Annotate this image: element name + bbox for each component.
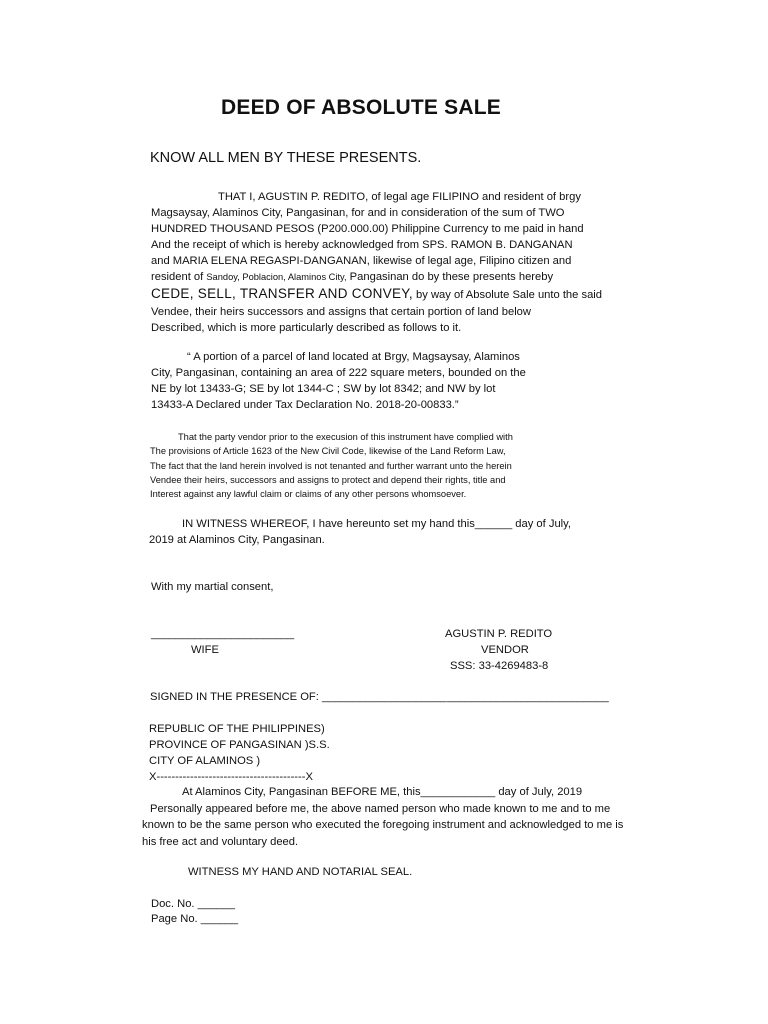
paragraph-warranty: [150, 430, 513, 501]
notarial-seal-text: WITNESS MY HAND AND NOTARIAL SEAL.: [188, 866, 413, 878]
know-all-men-heading: KNOW ALL MEN BY THESE PRESENTS.: [150, 150, 422, 166]
vendor-label: VENDOR: [481, 644, 529, 656]
cede-sell-transfer-convey: CEDE, SELL, TRANSFER AND CONVEY,: [151, 286, 413, 301]
quote-line: “ A portion of a parcel of land located at Brgy, Magsaysay, Alaminos: [187, 351, 520, 363]
ack-line: his free act and voluntary deed.: [142, 835, 299, 848]
venue-line: X----------------------------------------X: [149, 771, 313, 783]
venue-line: REPUBLIC OF THE PHILIPPINES): [149, 723, 325, 735]
para1-line: And the receipt of which is hereby acknowledged from SPS. RAMON B. DANGANAN: [151, 239, 573, 251]
vendor-sss: SSS: 33-4269483-8: [450, 660, 549, 672]
vendor-name: AGUSTIN P. REDITO: [445, 628, 553, 640]
wife-signature-line: _______________________: [151, 628, 295, 640]
witness-line: IN WITNESS WHEREOF, I have hereunto set my hand this______ day of July,: [182, 518, 572, 530]
witness-line: 2019 at Alaminos City, Pangasinan.: [149, 534, 325, 546]
para1-text: resident of: [151, 271, 207, 283]
venue-line: PROVINCE OF PANGASINAN )S.S.: [149, 739, 330, 751]
ack-line: known to be the same person who executed the foregoing instrument and acknowledged to me is: [142, 819, 624, 831]
para2-line: That the party vendor prior to the execusion of this instrument have complied with: [178, 432, 513, 442]
para2-line: Vendee their heirs, successors and assigns to protect and depend their rights, title and: [150, 474, 506, 485]
paragraph-conveyance: [151, 189, 602, 336]
ack-line: Personally appeared before me, the above named person who made known to me and to me: [150, 802, 611, 815]
quote-line: 13433-A Declared under Tax Declaration No. 2018-20-00833.”: [151, 399, 459, 411]
para1-line: HUNDRED THOUSAND PESOS (P200.000.00) Philippine Currency to me paid in hand: [151, 223, 584, 235]
document-title: DEED OF ABSOLUTE SALE: [221, 96, 501, 119]
para1-line: [151, 269, 602, 285]
para2-line: Interest against any lawful claim or claims of any other persons whomsoever.: [150, 489, 467, 500]
para1-address: Sandoy, Poblacion, Alaminos City,: [206, 272, 347, 282]
para1-line: Described, which is more particularly described as follows to it.: [151, 322, 462, 334]
para1-line: Vendee, their heirs successors and assigns that certain portion of land below: [151, 306, 531, 318]
ack-line: At Alaminos City, Pangasinan BEFORE ME, this____________ day of July, 2019: [182, 786, 583, 798]
para1-text: by way of Absolute Sale unto the said: [412, 289, 603, 301]
para1-text: Pangasinan do by these presents hereby: [346, 271, 554, 283]
para1-line: Magsaysay, Alaminos City, Pangasinan, for and in consideration of the sum of TWO: [151, 207, 565, 219]
para2-line: The fact that the land herein involved is not tenanted and further warrant unto the herein: [150, 460, 512, 471]
witness-signature-line: __________________________: [447, 691, 609, 703]
witness-paragraph: [149, 516, 571, 548]
marital-consent: With my martial consent,: [151, 581, 274, 593]
signed-presence-label: SIGNED IN THE PRESENCE OF: ____________________: [150, 691, 447, 703]
para1-line: and MARIA ELENA REGASPI-DANGANAN, likewise of legal age, Filipino citizen and: [151, 255, 572, 267]
acknowledgment-paragraph: [142, 784, 623, 850]
land-description-quote: [151, 349, 526, 413]
quote-line: City, Pangasinan, containing an area of 222 square meters, bounded on the: [151, 367, 526, 379]
page-no: Page No. ______: [151, 913, 239, 925]
venue-line: CITY OF ALAMINOS ): [149, 755, 261, 767]
wife-label: WIFE: [191, 644, 219, 656]
venue-block: [149, 721, 330, 785]
doc-no: Doc. No. ______: [151, 898, 235, 910]
quote-line: NE by lot 13433-G; SE by lot 1344-C ; SW by lot 8342; and NW by lot: [151, 383, 496, 395]
para1-line: [151, 285, 602, 304]
para2-line: The provisions of Article 1623 of the New Civil Code, likewise of the Land Reform Law,: [150, 446, 506, 457]
para1-line: THAT I, AGUSTIN P. REDITO, of legal age FILIPINO and resident of brgy: [218, 191, 581, 203]
